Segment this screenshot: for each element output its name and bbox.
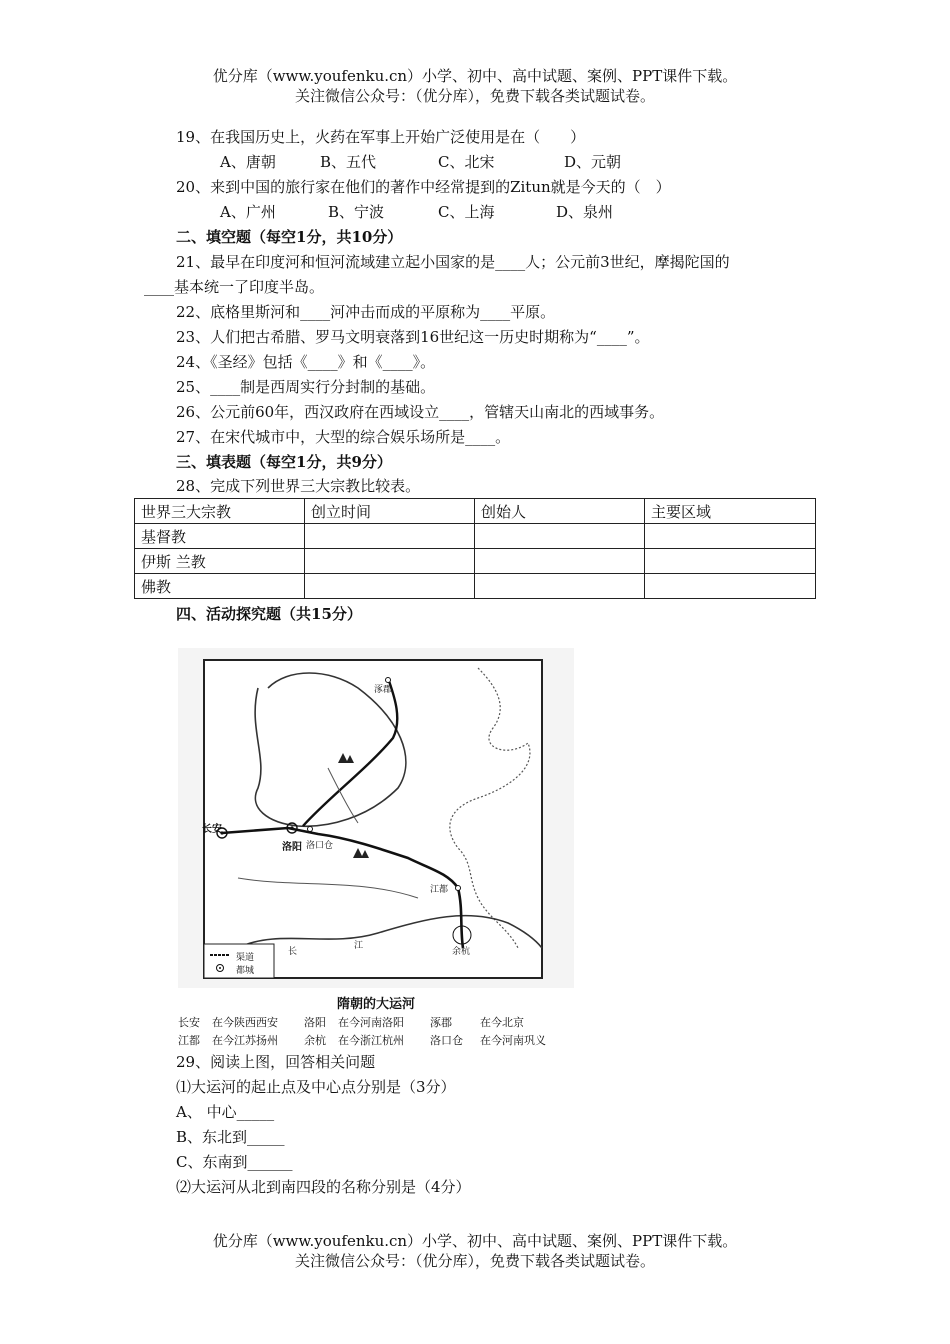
legend-place: 洛阳 <box>304 1016 326 1029</box>
legend-canal-label: 渠道 <box>236 953 255 963</box>
grand-canal-map <box>178 648 574 1048</box>
legend-desc: 在今北京 <box>480 1016 524 1029</box>
question-20-options <box>220 202 613 222</box>
map-label-chang: 长 <box>288 947 298 957</box>
map-label-jiangdu: 江都 <box>430 885 449 895</box>
question-23: 23、人们把古希腊、罗马文明衰落到16世纪这一历史时期称为“____”。 <box>176 328 650 346</box>
map-legend-row-2 <box>178 1032 574 1048</box>
q20-option-d: D、泉州 <box>556 203 614 221</box>
q20-option-c: C、上海 <box>438 203 495 221</box>
legend-place: 江都 <box>178 1034 200 1047</box>
question-19-options <box>220 152 621 172</box>
section-3-title: 三、填表题（每空1分，共9分） <box>176 453 392 471</box>
table-row <box>135 549 816 574</box>
q19-option-a: A、唐朝 <box>220 153 276 171</box>
table-cell-blank[interactable] <box>645 549 816 574</box>
question-29-part2: ⑵大运河从北到南四段的名称分别是（4分） <box>176 1178 471 1196</box>
map-label-jiang: 江 <box>354 941 364 951</box>
table-row <box>135 574 816 599</box>
header-line-2: 关注微信公众号：（优分库），免费下载各类试题试卷。 <box>294 87 655 105</box>
table-header-cell: 创始人 <box>475 499 645 524</box>
map-title: 隋朝的大运河 <box>336 997 415 1012</box>
map-label-zhuojun: 涿郡 <box>374 685 393 695</box>
table-cell-blank[interactable] <box>475 574 645 599</box>
q20-option-b: B、宁波 <box>328 203 385 221</box>
table-row <box>135 524 816 549</box>
legend-place: 涿郡 <box>430 1016 452 1029</box>
table-header-cell: 主要区域 <box>645 499 816 524</box>
question-21-line2: ____基本统一了印度半岛。 <box>144 278 325 296</box>
question-29-c: C、东南到______ <box>176 1153 293 1171</box>
question-19: 19、在我国历史上，火药在军事上开始广泛使用是在（ ） <box>176 128 586 146</box>
table-row-label: 伊斯 兰教 <box>135 549 305 574</box>
section-4-title: 四、活动探究题（共15分） <box>176 605 362 623</box>
map-label-yuhang: 余杭 <box>452 947 471 957</box>
q20-option-a: A、广州 <box>220 203 276 221</box>
question-20: 20、来到中国的旅行家在他们的著作中经常提到的Zitun就是今天的（ ） <box>176 178 671 196</box>
question-29-part1: ⑴大运河的起止点及中心点分别是（3分） <box>176 1078 456 1096</box>
table-header-cell: 世界三大宗教 <box>135 499 305 524</box>
question-22: 22、底格里斯河和____河冲击而成的平原称为____平原。 <box>176 303 556 321</box>
legend-desc: 在今河南洛阳 <box>338 1016 404 1029</box>
table-cell-blank[interactable] <box>475 524 645 549</box>
header-line-1: 优分库（www.youfenku.cn）小学、初中、高中试题、案例、PPT课件下载。 <box>212 67 738 85</box>
legend-desc: 在今浙江杭州 <box>338 1034 404 1047</box>
table-cell-blank[interactable] <box>645 574 816 599</box>
table-cell-blank[interactable] <box>645 524 816 549</box>
map-drawing <box>178 648 574 988</box>
table-cell-blank[interactable] <box>305 524 475 549</box>
map-label-changan: 长安 <box>202 824 222 835</box>
footer-line-2: 关注微信公众号：（优分库），免费下载各类试题试卷。 <box>294 1252 655 1270</box>
legend-place: 余杭 <box>304 1034 326 1047</box>
question-26: 26、公元前60年，西汉政府在西域设立____，管辖天山南北的西域事务。 <box>176 403 665 421</box>
legend-place: 长安 <box>178 1016 200 1029</box>
legend-desc: 在今陕西西安 <box>212 1016 278 1029</box>
table-header-cell: 创立时间 <box>305 499 475 524</box>
footer-line-1: 优分库（www.youfenku.cn）小学、初中、高中试题、案例、PPT课件下载。 <box>212 1232 738 1250</box>
section-2-title: 二、填空题（每空1分，共10分） <box>176 228 403 246</box>
map-label-luoyang: 洛阳 <box>282 842 302 853</box>
legend-city-label: 都城 <box>236 966 255 976</box>
table-cell-blank[interactable] <box>305 549 475 574</box>
q19-option-d: D、元朝 <box>564 153 622 171</box>
map-legend-row-1 <box>178 1014 574 1030</box>
religion-comparison-table <box>134 498 816 599</box>
table-header-row <box>135 499 816 524</box>
question-29-a: A、 中心_____ <box>176 1103 275 1121</box>
legend-place: 洛口仓 <box>430 1034 463 1047</box>
legend-desc: 在今河南巩义 <box>480 1034 546 1047</box>
question-29-intro: 29、阅读上图，回答相关问题 <box>176 1053 376 1071</box>
q19-option-c: C、北宋 <box>438 153 495 171</box>
legend-desc: 在今江苏扬州 <box>212 1034 278 1047</box>
table-cell-blank[interactable] <box>475 549 645 574</box>
map-label-luokoucang: 洛口仓 <box>306 841 334 851</box>
table-row-label: 佛教 <box>135 574 305 599</box>
table-cell-blank[interactable] <box>305 574 475 599</box>
question-28: 28、完成下列世界三大宗教比较表。 <box>176 477 421 495</box>
question-25: 25、____制是西周实行分封制的基础。 <box>176 378 436 396</box>
table-row-label: 基督教 <box>135 524 305 549</box>
q19-option-b: B、五代 <box>320 153 377 171</box>
question-21-line1: 21、最早在印度河和恒河流域建立起小国家的是____人；公元前3世纪，摩揭陀国的 <box>176 253 730 271</box>
question-29-b: B、东北到_____ <box>176 1128 285 1146</box>
question-24: 24、《圣经》包括《____》和《____》。 <box>176 353 436 371</box>
question-27: 27、在宋代城市中，大型的综合娱乐场所是____。 <box>176 428 511 446</box>
